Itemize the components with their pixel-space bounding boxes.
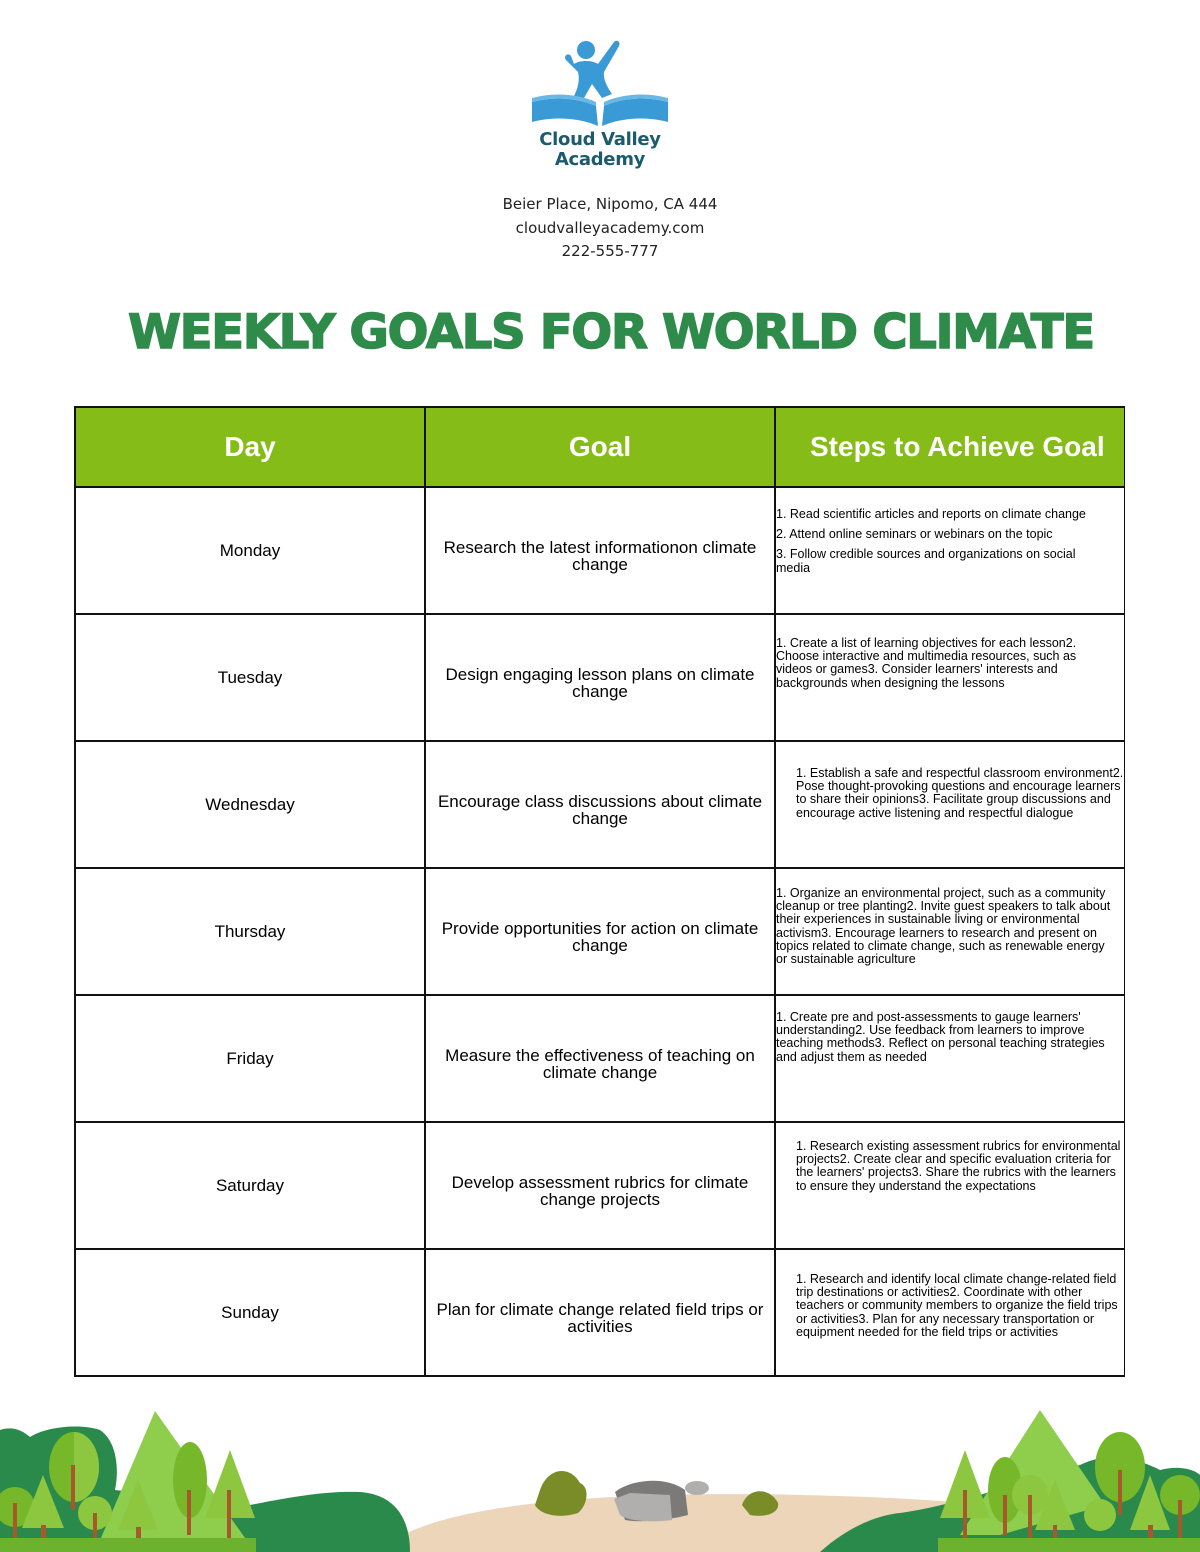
goal-cell [425, 1249, 775, 1376]
table-row [75, 1249, 1124, 1376]
steps-text: 1. Establish a safe and respectful classroom environment2. Pose thought-provoking questions and encourage learners to share their opinions3. Facilitate group discussions and encourage active listening and respectful dialogue [796, 766, 1124, 820]
steps-cell [775, 868, 1124, 995]
steps-list [776, 488, 1106, 575]
steps-text: 1. Organize an environmental project, such as a community cleanup or tree planting2. Invite guest speakers to talk about their experiences in sustainable living or environmental activism3. Encourage learners to research and present on topics related to climate change, such as renewable energy or sustainable agriculture [776, 886, 1111, 967]
goal-cell [425, 1122, 775, 1249]
steps-cell [775, 741, 1124, 868]
header-goal: Goal [425, 407, 775, 487]
day-cell: Wednesday [75, 741, 425, 868]
table-row [75, 741, 1124, 868]
school-logo [528, 36, 672, 176]
steps-text: 1. Create pre and post-assessments to gauge learners' understanding2. Use feedback from learners to improve teaching methods3. Reflect on personal teaching strategies and adjust them as needed [776, 1010, 1105, 1064]
website: cloudvalleyacademy.com [515, 218, 705, 237]
steps-cell [775, 995, 1124, 1122]
goal-text: Plan for climate change related field trips or activities [436, 1299, 764, 1336]
goal-cell [425, 487, 775, 614]
steps-text: 1. Research existing assessment rubrics for environmental projects2. Create clear and specific evaluation criteria for the learners' projects3. Share the rubrics with the learners to ensure they understand the expectations [796, 1139, 1121, 1193]
goal-cell [425, 741, 775, 868]
page-title: WEEKLY GOALS FOR WORLD CLIMATE [128, 305, 1094, 360]
weekly-goals-table [74, 406, 1125, 1377]
goal-text: Encourage class discussions about climate change [437, 791, 763, 828]
goal-text: Measure the effectiveness of teaching on climate change [445, 1045, 755, 1082]
school-name [528, 130, 672, 170]
table-header-row [75, 407, 1124, 487]
goal-cell [425, 614, 775, 741]
goal-text: Design engaging lesson plans on climate change [445, 664, 755, 701]
steps-text: 1. Create a list of learning objectives for each lesson2. Choose interactive and multimedia resources, such as videos or games3. Consider learners' interests and backgrounds when designing the lessons [776, 636, 1077, 690]
step-item: 3. Follow credible sources and organizations on social media [776, 547, 1076, 575]
header-day: Day [75, 407, 425, 487]
school-name-line1: Cloud Valley [539, 129, 661, 150]
forest-landscape-illustration [0, 1395, 1200, 1552]
address: Beier Place, Nipomo, CA 444 [502, 195, 718, 213]
goal-text: Research the latest informationon climate change [443, 537, 757, 574]
steps-cell [775, 1249, 1124, 1376]
steps-text: 1. Research and identify local climate change-related field trip destinations or activities2. Coordinate with other teachers or community members to organize the field trips or activities3. Plan for any necessary transportation or equipment needed for the field trips or activities [796, 1272, 1118, 1339]
steps-cell [775, 1122, 1124, 1249]
school-name-line2: Academy [554, 149, 646, 170]
day-cell: Tuesday [75, 614, 425, 741]
header-steps: Steps to Achieve Goal [775, 407, 1124, 487]
step-item: 2. Attend online seminars or webinars on the topic [776, 527, 1053, 542]
child-book-logo-icon [528, 36, 672, 131]
step-item: 1. Read scientific articles and reports on climate change [776, 507, 1086, 521]
day-cell: Friday [75, 995, 425, 1122]
table-row [75, 868, 1124, 995]
goal-text: Provide opportunities for action on climate change [441, 918, 759, 955]
table-row [75, 487, 1124, 614]
phone: 222-555-777 [561, 242, 659, 260]
goal-text: Develop assessment rubrics for climate change projects [451, 1172, 749, 1209]
steps-cell [775, 614, 1124, 741]
table-row [75, 995, 1124, 1122]
table-row [75, 1122, 1124, 1249]
day-cell: Sunday [75, 1249, 425, 1376]
day-cell: Saturday [75, 1122, 425, 1249]
contact-info [400, 193, 820, 264]
goal-cell [425, 868, 775, 995]
goal-cell [425, 995, 775, 1122]
day-cell: Monday [75, 487, 425, 614]
day-cell: Thursday [75, 868, 425, 995]
table-row [75, 614, 1124, 741]
steps-cell [775, 487, 1124, 614]
